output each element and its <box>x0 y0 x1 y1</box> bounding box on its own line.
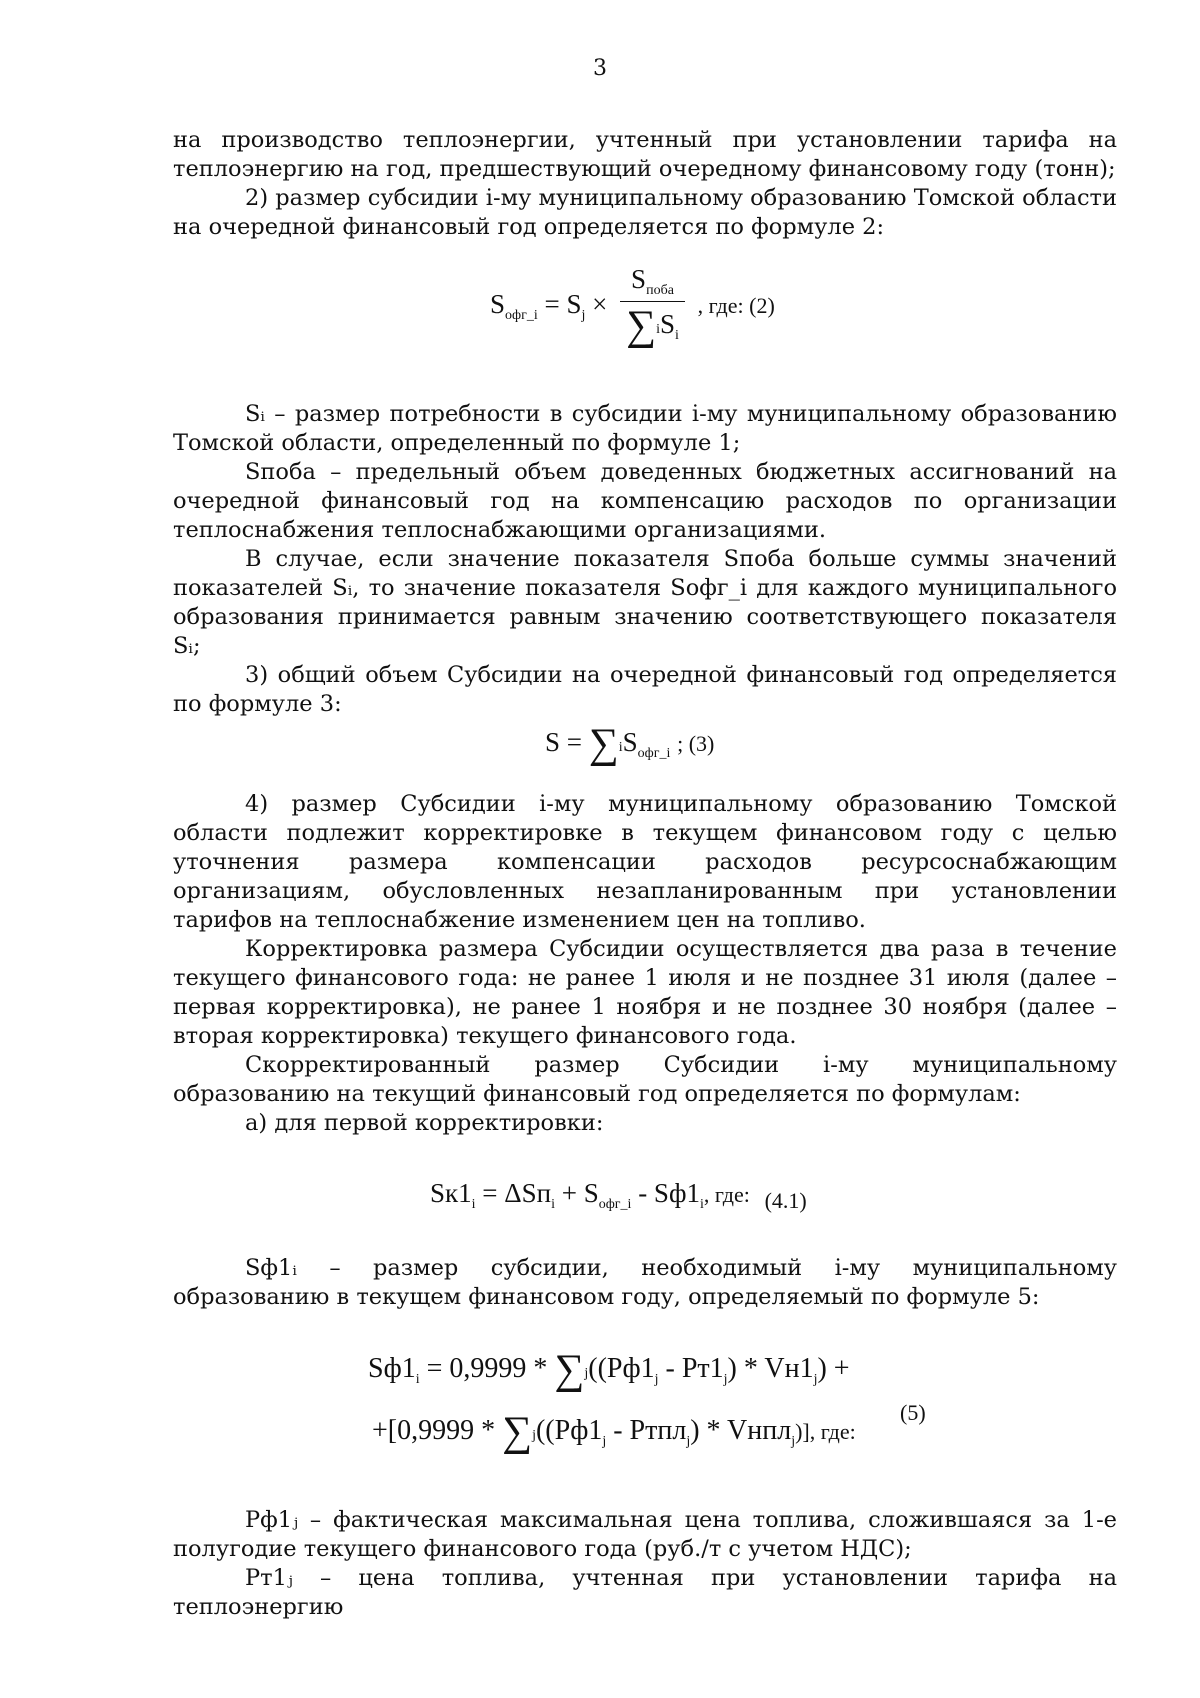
paragraph-4: 4) размер Субсидии i-му муниципальному образованию Томской области подлежит корректировке в текущем финансовом году с целью уточнения размера компенсации расходов ресурсоснабжающим организациям, обусловленных незапланированным при установлении тарифов на теплоснабжение изменением цен на топливо. <box>173 791 1117 933</box>
page-number: 3 <box>593 56 607 81</box>
formula-4-1: $Sк1_i = \Delta Sп_i + S_{офг\_i} - Sф1_i$, где: $_{(4.1)}$ <box>430 1178 807 1213</box>
paragraph-skorr: Скорректированный размер Субсидии i-му муниципальному образованию на текущий финансовый год определяется по формулам: <box>173 1052 1117 1107</box>
text-block-middle <box>173 400 1117 719</box>
paragraph-a: а) для первой корректировки: <box>245 1110 604 1136</box>
text-block-bottom <box>173 1506 1117 1622</box>
definition-pt1: Pт1ⱼ – цена топлива, учтенная при установлении тарифа на теплоэнергию <box>173 1565 1117 1620</box>
text-block-top <box>173 126 1117 242</box>
formula-3: $S = \sum iS_{офг\_i}$ ; (3) <box>545 721 715 767</box>
formula-5-number: (5) <box>900 1400 926 1425</box>
definition-sf1: Sф1ᵢ – размер субсидии, необходимый i-му муниципальному образованию в текущем финансовом году, определяемый по формуле 5: <box>173 1255 1117 1310</box>
formula-2-fraction: $\frac{S_{поба}}{\sum iS_i}$ <box>620 264 685 350</box>
paragraph-2: 2) размер субсидии i-му муниципальному образованию Томской области на очередной финансовый год определяется по формуле 2: <box>173 185 1117 240</box>
definition-sposa: Sпоба – предельный объем доведенных бюджетных ассигнований на очередной финансовый год на компенсацию расходов по организации теплоснабжения теплоснабжающими организациями. <box>173 459 1117 543</box>
formula-5-line-2: $+[0,9999 * \sum j((Pф1_j$ - Pтпл$_j$) * Vнпл$_j$)], где: <box>372 1409 856 1455</box>
paragraph-case: В случае, если значение показателя Sпоба больше суммы значений показателей Sᵢ, то значение показателя Sофг_i для каждого муниципального образования принимается равным значению соответствующего показателя Sᵢ; <box>173 546 1117 659</box>
formula-2: $S_{офг\_i} = S_j$ × $\frac{S_{поба}}{\sum iS_i}$ , где: (2) <box>490 264 775 349</box>
text-block-lower <box>173 790 1117 1138</box>
paragraph-1: на производство теплоэнергии, учтенный при установлении тарифа на теплоэнергию на год, предшествующий очередному финансовому году (тонн); <box>173 127 1117 182</box>
definition-si: Sᵢ – размер потребности в субсидии i-му муниципальному образованию Томской области, определенный по формуле 1; <box>173 401 1117 456</box>
paragraph-3: 3) общий объем Субсидии на очередной финансовый год определяется по формуле 3: <box>173 662 1117 717</box>
paragraph-korrektirovka: Корректировка размера Субсидии осуществляется два раза в течение текущего финансового года: не ранее 1 июля и не позднее 31 июля (далее – первая корректировка), не ранее 1 ноября и не позднее 30 ноября (далее – вторая корректировка) текущего финансового года. <box>173 936 1117 1049</box>
text-block-sf1 <box>173 1254 1117 1312</box>
definition-pf1: Pф1ⱼ – фактическая максимальная цена топлива, сложившаяся за 1-е полугодие текущего финансового года (руб./т с учетом НДС); <box>173 1507 1117 1562</box>
formula-5-line-1: $Sф1_i = 0,9999 * \sum j((Pф1_j - Pт1_j) * Vн1_j)$ + <box>368 1347 850 1393</box>
